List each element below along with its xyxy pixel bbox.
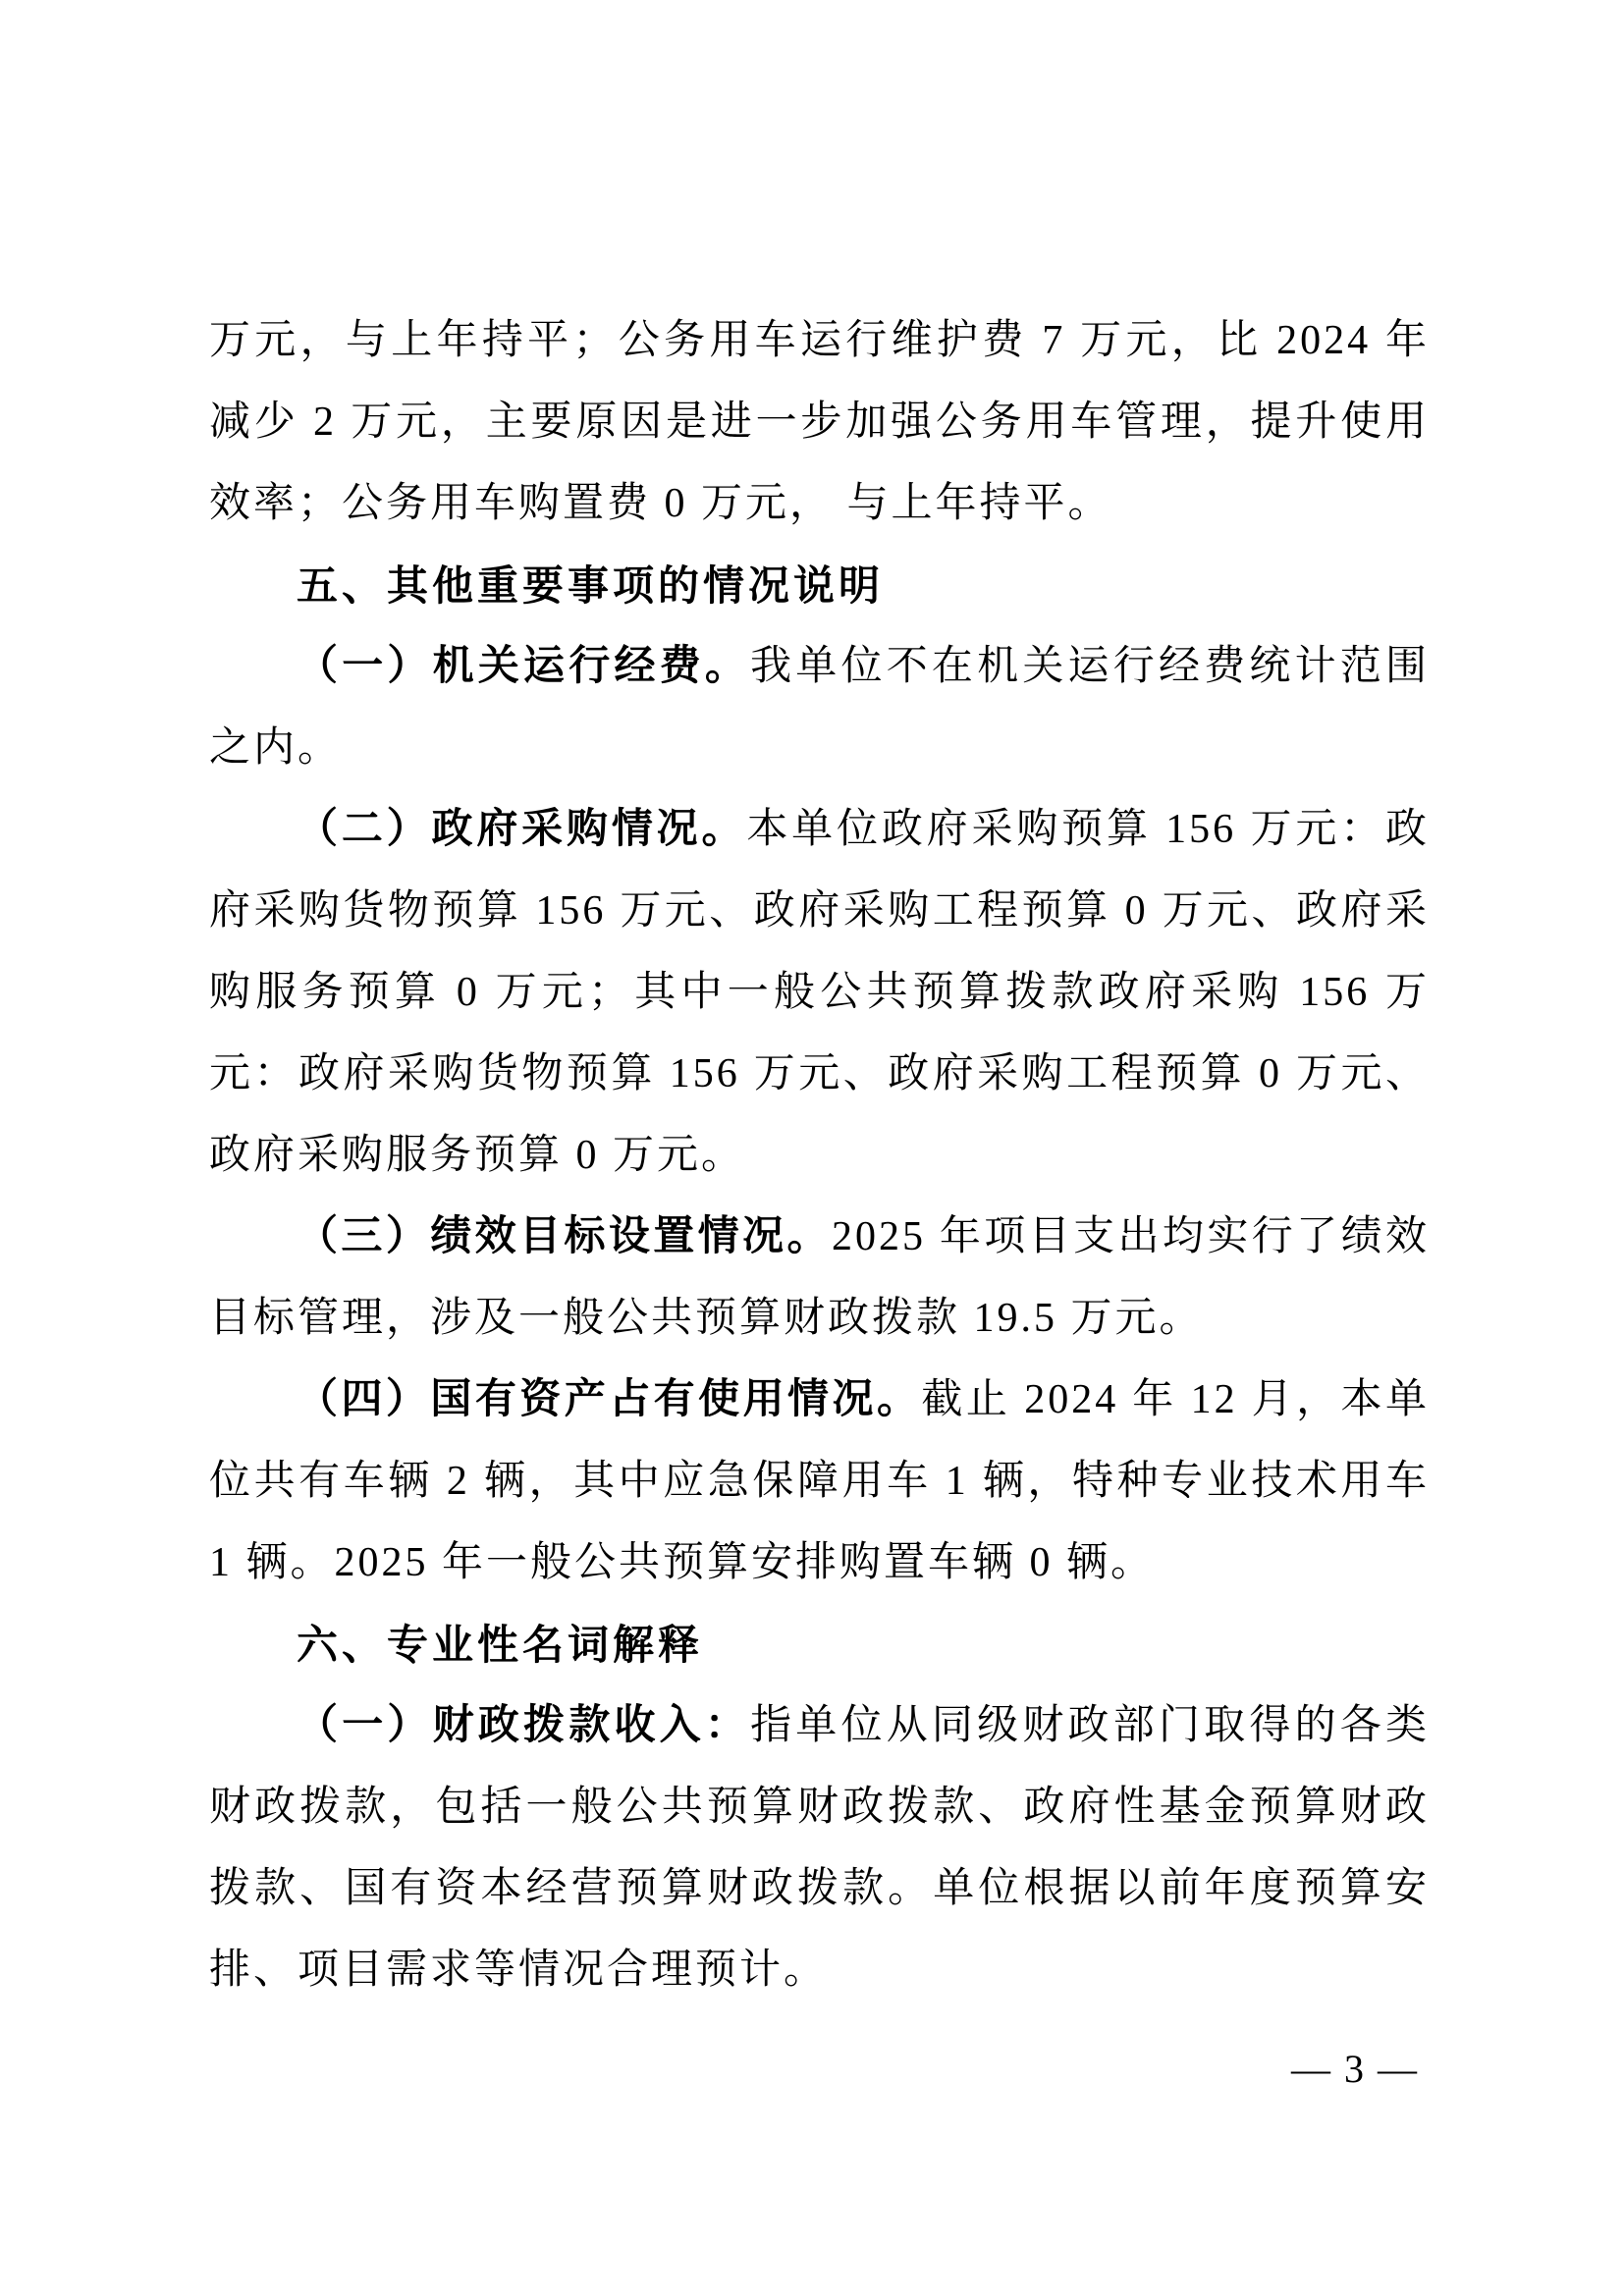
document-body [209,300,1430,2011]
text-run: 指单位从同级财政部门取得的各类财政拨款，包括一般公共预算财政拨款、政府性基金预算财政拨款、国有资本经营预算财政拨款。单位根据以前年度预算安排、项目需求等情况合理预计。 [209,1703,1430,1993]
paragraph [209,300,1430,545]
text-run: 万元，与上年持平；公务用车运行维护费 7 万元，比 2024 年减少 2 万元，主要原因是进一步加强公务用车管理，提升使用效率；公务用车购置费 0 万元， 与上年持平。 [209,318,1430,526]
emphasis-run: （一）财政拨款收入： [297,1703,751,1748]
paragraph [209,1685,1430,2011]
emphasis-run: （二）政府采购情况。 [297,807,747,852]
emphasis-run: 五、其他重要事项的情况说明 [297,562,885,609]
section-heading [209,1604,1430,1685]
paragraph [209,1197,1430,1360]
text-run: 截止 2024 年 12 月，本单位共有车辆 2 辆，其中应急保障用车 1 辆，特种专业技术用车 1 辆。2025 年一般公共预算安排购置车辆 0 辆。 [209,1377,1430,1585]
section-heading [209,545,1430,626]
emphasis-run: （四）国有资产占有使用情况。 [297,1377,922,1422]
paragraph [209,789,1430,1197]
text-run: 我单位不在机关运行经费统计范围之内。 [209,644,1430,771]
paragraph [209,626,1430,789]
paragraph [209,1360,1430,1604]
text-run: 本单位政府采购预算 156 万元：政府采购货物预算 156 万元、政府采购工程预算 0 万元、政府采购服务预算 0 万元；其中一般公共预算拨款政府采购 156 万元：政府采购货物预算 156 万元、政府采购工程预算 0 万元、政府采购服务预算 0 万元。 [209,807,1430,1178]
text-run: 2025 年项目支出均实行了绩效目标管理，涉及一般公共预算财政拨款 19.5 万元。 [209,1214,1430,1341]
emphasis-run: （三）绩效目标设置情况。 [297,1214,832,1259]
emphasis-run: 六、专业性名词解释 [297,1622,704,1668]
page-number: — 3 — [1291,2047,1419,2091]
emphasis-run: （一）机关运行经费。 [297,644,751,689]
